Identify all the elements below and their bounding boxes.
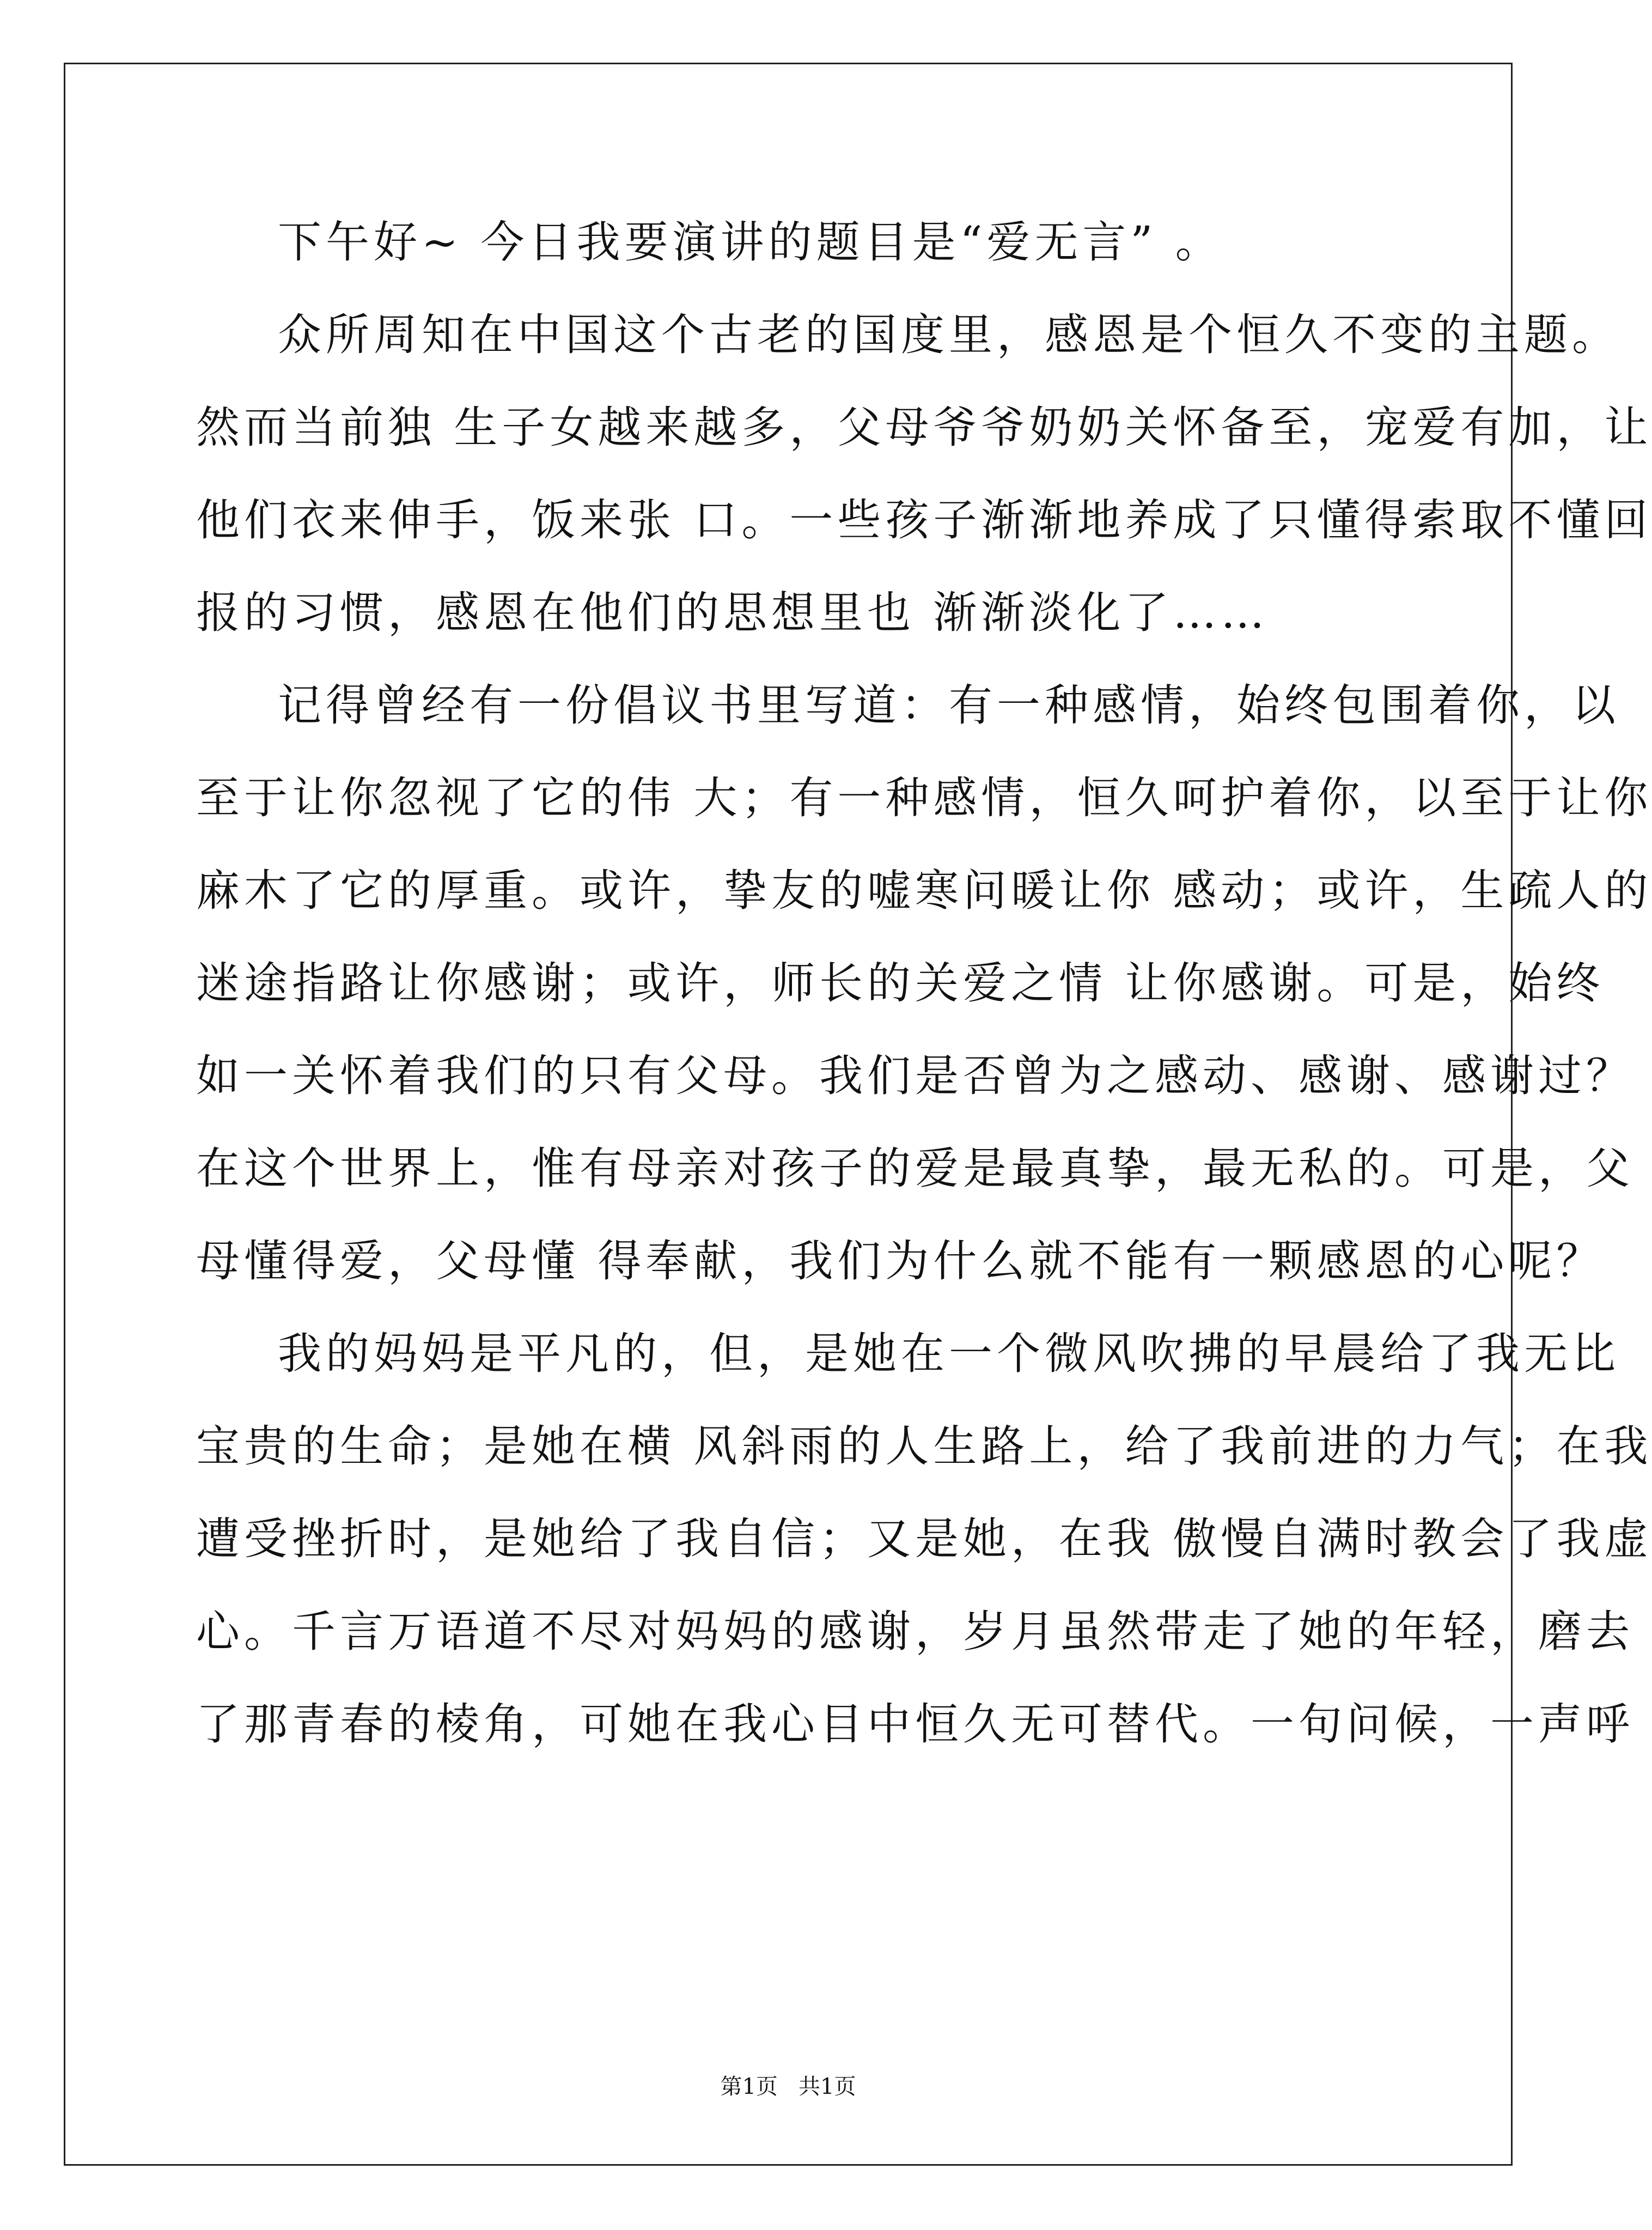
- paragraph-4-line-1: 我的妈妈是平凡的，但，是她在一个微风吹拂的早晨给了我无比: [278, 1328, 1620, 1379]
- paragraph-4-line-2: 宝贵的生命；是她在横 风斜雨的人生路上，给了我前进的力气；在我: [196, 1421, 1652, 1472]
- paragraph-3-line-1: 记得曾经有一份倡议书里写道：有一种感情，始终包围着你，以: [278, 680, 1620, 731]
- paragraph-3-line-4: 迷途指路让你感谢；或许，师长的关爱之情 让你感谢。可是，始终: [196, 958, 1605, 1008]
- paragraph-4-line-3: 遭受挫折时，是她给了我自信；又是她，在我 傲慢自满时教会了我虚: [196, 1514, 1652, 1564]
- paragraph-3-line-6: 在这个世界上，惟有母亲对孩子的爱是最真挚，最无私的。可是，父: [196, 1143, 1634, 1194]
- paragraph-3-line-7: 母懂得爱，父母懂 得奉献，我们为什么就不能有一颗感恩的心呢？: [196, 1236, 1605, 1286]
- paragraph-4-line-4: 心。千言万语道不尽对妈妈的感谢，岁月虽然带走了她的年轻，磨去: [196, 1606, 1634, 1657]
- paragraph-3-line-5: 如一关怀着我们的只有父母。我们是否曾为之感动、感谢、感谢过？: [196, 1050, 1634, 1101]
- paragraph-2-line-4: 报的习惯，感恩在他们的思想里也 渐渐淡化了……: [196, 587, 1269, 638]
- paragraph-4-line-5: 了那青春的棱角，可她在我心目中恒久无可替代。一句问候，一声呼: [196, 1699, 1634, 1749]
- paragraph-2-line-1: 众所周知在中国这个古老的国度里，感恩是个恒久不变的主题。: [278, 309, 1620, 360]
- paragraph-3-line-2: 至于让你忽视了它的伟 大；有一种感情，恒久呵护着你，以至于让你: [196, 773, 1652, 823]
- paragraph-3-line-3: 麻木了它的厚重。或许，挚友的嘘寒问暖让你 感动；或许，生疏人的: [196, 865, 1652, 916]
- paragraph-1-line-1: 下午好~ 今日我要演讲的题目是“爱无言” 。: [278, 217, 1223, 268]
- paragraph-2-line-3: 他们衣来伸手，饭来张 口。一些孩子渐渐地养成了只懂得索取不懂回: [196, 495, 1652, 545]
- paragraph-2-line-2: 然而当前独 生子女越来越多，父母爷爷奶奶关怀备至，宠爱有加，让: [196, 402, 1652, 453]
- document-body: [196, 196, 1652, 1771]
- page-footer: 第1页 共1页: [720, 2074, 856, 2099]
